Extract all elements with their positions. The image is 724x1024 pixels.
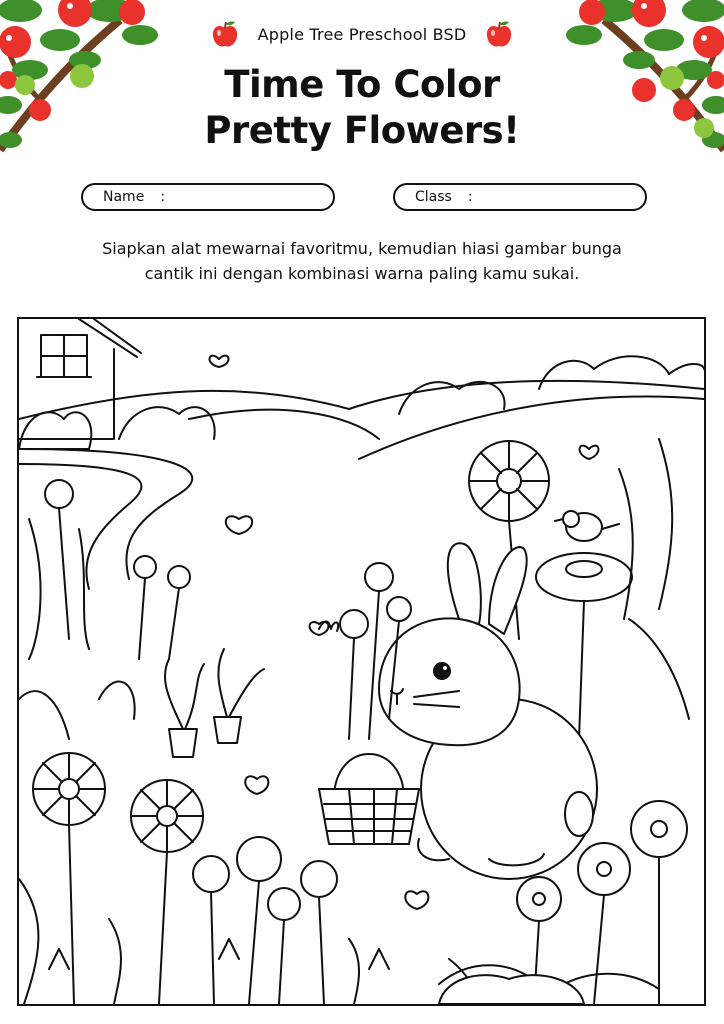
class-colon: :	[467, 189, 473, 205]
apple-icon	[210, 19, 240, 49]
school-header	[0, 22, 724, 46]
name-colon: :	[160, 189, 166, 205]
bush-right	[539, 356, 704, 389]
page-title	[0, 62, 724, 154]
title-line-2: Pretty Flowers!	[204, 109, 520, 152]
coloring-illustration	[19, 319, 704, 1004]
rock-drawing	[439, 975, 584, 1004]
bird-on-flower	[536, 511, 632, 739]
school-name: Apple Tree Preschool BSD	[257, 24, 467, 44]
title-line-1: Time To Color	[224, 63, 500, 106]
hill-middle	[189, 410, 379, 439]
instruction-line-1: Siapkan alat mewarnai favoritmu, kemudian hiasi gambar bunga	[102, 239, 622, 258]
bush-mid	[119, 407, 215, 439]
coloring-frame[interactable]	[17, 317, 706, 1006]
bush-left	[19, 412, 91, 449]
house-drawing	[19, 319, 141, 439]
basket-drawing	[319, 754, 419, 844]
instruction-text	[60, 236, 664, 286]
winding-path-edge	[19, 464, 141, 589]
left-flowers	[29, 480, 190, 659]
name-label: Name	[103, 189, 145, 205]
name-field[interactable]	[81, 183, 335, 211]
hill-back	[19, 381, 704, 419]
class-field[interactable]	[393, 183, 647, 211]
apple-icon	[484, 19, 514, 49]
carrots-drawing	[165, 649, 264, 757]
instruction-line-2: cantik ini dengan kombinasi warna paling kamu sukai.	[144, 264, 580, 283]
class-label: Class	[415, 189, 452, 205]
